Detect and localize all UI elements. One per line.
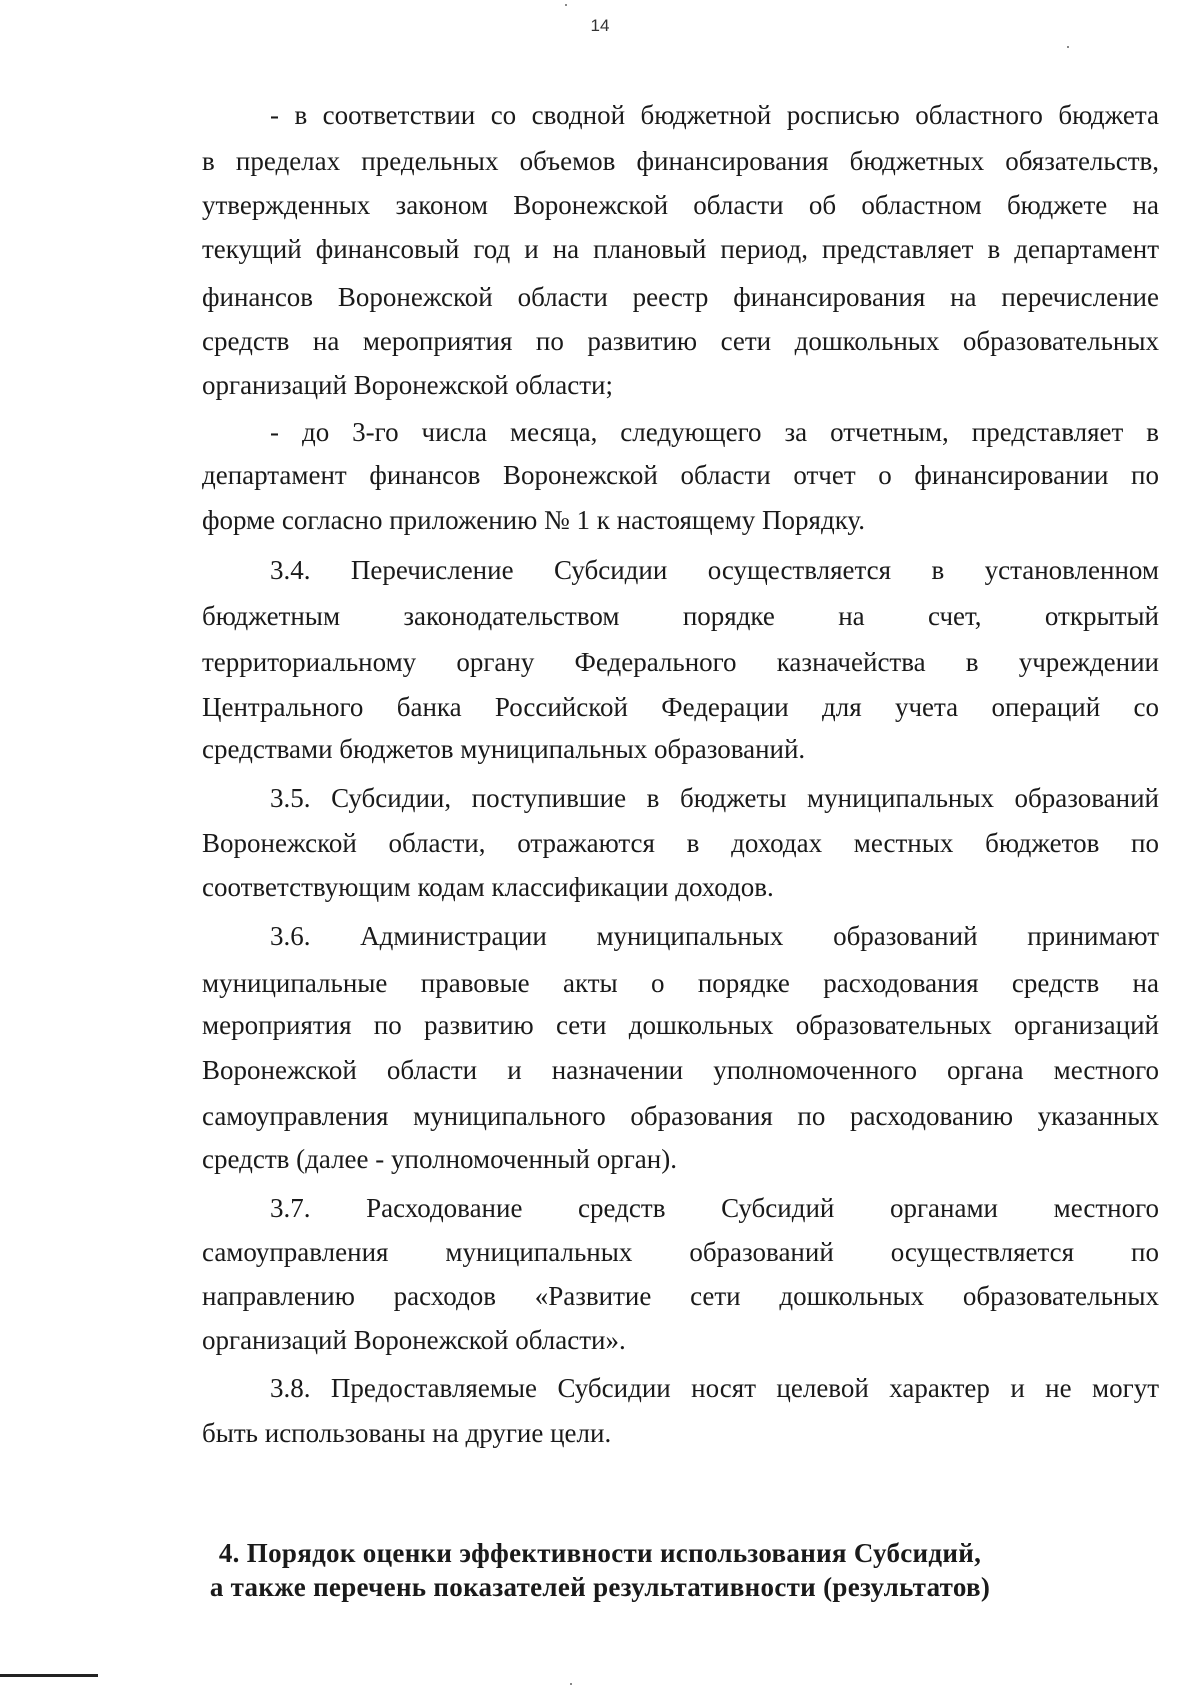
text-line: - в соответствии со сводной бюджетной росписью областного бюджета <box>270 100 1159 130</box>
scan-speck <box>1067 46 1069 48</box>
scan-speck <box>570 1683 572 1685</box>
text-line: организаций Воронежской области». <box>202 1325 626 1355</box>
text-line: 3.8. Предоставляемые Субсидии носят целевой характер и не могут <box>270 1373 1159 1403</box>
section-heading-line-2: а также перечень показателей результативности (результатов) <box>209 1572 991 1602</box>
text-line: 3.6. Администрации муниципальных образований принимают <box>270 921 1159 951</box>
text-line: средств на мероприятия по развитию сети дошкольных образовательных <box>202 326 1159 356</box>
text-line: самоуправления муниципального образования по расходованию указанных <box>202 1101 1159 1131</box>
page-number: 14 <box>590 16 610 35</box>
text-line: департамент финансов Воронежской области отчет о финансировании по <box>202 460 1159 490</box>
text-line: направлению расходов «Развитие сети дошкольных образовательных <box>202 1281 1159 1311</box>
text-line: - до 3-го числа месяца, следующего за отчетным, представляет в <box>270 417 1159 447</box>
text-line: финансов Воронежской области реестр финансирования на перечисление <box>202 282 1159 312</box>
margin-mark <box>0 1674 98 1677</box>
text-line: средствами бюджетов муниципальных образований. <box>202 734 806 764</box>
text-line: Воронежской области, отражаются в доходах местных бюджетов по <box>202 828 1159 858</box>
text-line: быть использованы на другие цели. <box>202 1418 612 1448</box>
text-line: средств (далее - уполномоченный орган). <box>202 1144 677 1174</box>
text-line: мероприятия по развитию сети дошкольных образовательных организаций <box>202 1010 1159 1040</box>
text-line: 3.4. Перечисление Субсидии осуществляется в установленном <box>270 555 1159 585</box>
section-heading-line-1: 4. Порядок оценки эффективности использования Субсидий, <box>218 1538 982 1568</box>
text-line: утвержденных законом Воронежской области об областном бюджете на <box>202 190 1159 220</box>
text-line: организаций Воронежской области; <box>202 370 613 400</box>
text-line: соответствующим кодам классификации доходов. <box>202 872 774 902</box>
text-line: форме согласно приложению № 1 к настоящему Порядку. <box>202 505 865 535</box>
text-line: Воронежской области и назначении уполномоченного органа местного <box>202 1055 1159 1085</box>
text-line: самоуправления муниципальных образований осуществляется по <box>202 1237 1159 1267</box>
text-line: текущий финансовый год и на плановый период, представляет в департамент <box>202 234 1159 264</box>
text-line: 3.7. Расходование средств Субсидий органами местного <box>270 1193 1159 1223</box>
text-line: Центрального банка Российской Федерации для учета операций со <box>202 692 1159 722</box>
scan-speck <box>565 4 567 6</box>
text-line: в пределах предельных объемов финансирования бюджетных обязательств, <box>202 146 1159 176</box>
text-line: 3.5. Субсидии, поступившие в бюджеты муниципальных образований <box>270 783 1159 813</box>
text-line: территориальному органу Федерального казначейства в учреждении <box>202 647 1159 677</box>
text-line: муниципальные правовые акты о порядке расходования средств на <box>202 968 1159 998</box>
text-line: бюджетным законодательством порядке на счет, открытый <box>202 601 1159 631</box>
